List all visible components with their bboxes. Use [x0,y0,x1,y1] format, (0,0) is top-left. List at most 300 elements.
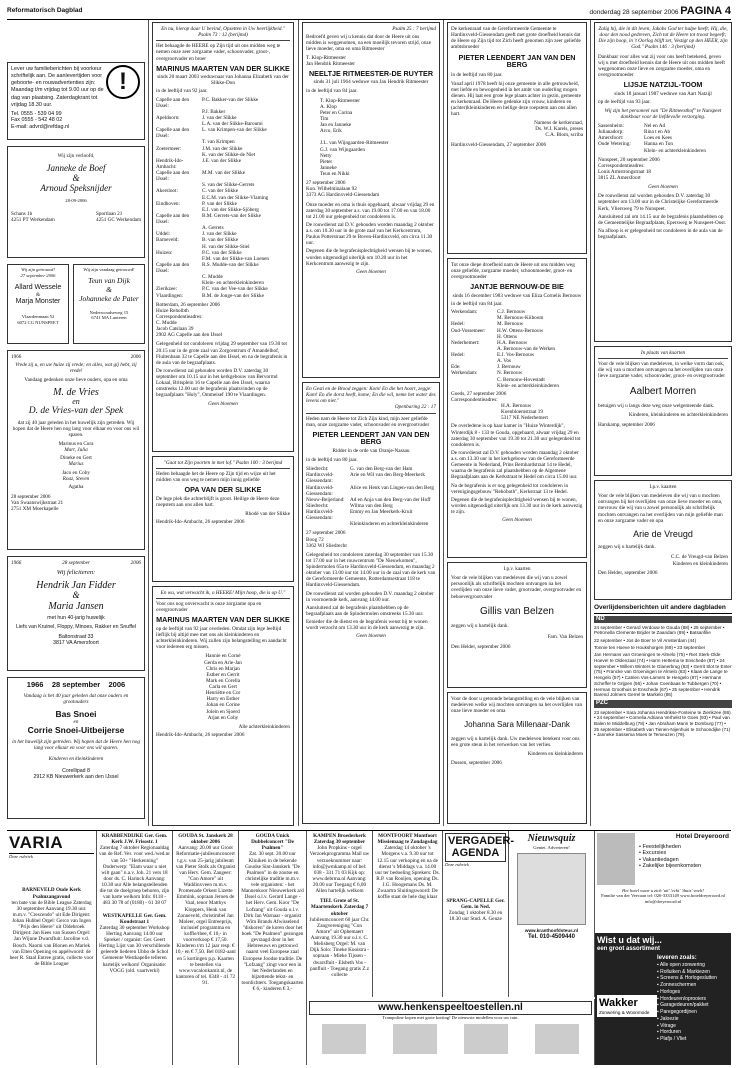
family-place: Hardinxveld-Giessendam: [306,509,334,522]
notice-age: in de leeftijd van 92 jaar. [156,88,208,95]
notice-name-2: Johanneke de Pater [79,294,139,304]
address-line: Correspondentieadres: [451,396,498,403]
deceased-name: MARINUS MAARTEN VAN DER SLIKKE [156,63,290,73]
family-name: J. van der Slikke [202,231,237,238]
notice-place: Hendrik-Ido-Ambacht, 26 september 2006 [156,519,245,526]
wakker-item: ▪ Horloges [657,988,681,995]
notice-sign: C.C. de Vreugd-van Belzen [670,554,728,561]
ad-heading: KRABBENDIJKE Ger. Gem. Kerk J.W. Frisostr. 1 [101,833,168,846]
notice-body-2: in het huwelijk zijn getreden. Wij hopen dat de Heere hen nog lang voor elkaar en voor ons wil sparen. [12,739,140,752]
notice-body: dat zij 40 jaar geleden in het huwelijk zijn getreden. Wij hopen dat de Heere hen nog lang voor elkaar en voor ons wil sparen. [12,419,140,438]
ad-body: Zat. 30 sept. 20.00 uur Kliniken in de bekende Goudse Sint-Janskerk "De Psalmen" in de zoutse en christelijke traditie m.m.v. vele organisten: - het Mannenkoor Nieuwerkerk a/d IJssel o.l.v. Gerard Lange - het Herv. Gem. Koor "De Lofzang" uit Gouda o.l.v. Dirk Jan Warnaar - organist Wim Brands Afwisselend "diskoren" de koren door het boek "De Psalmen" gezongen gevraagd door in het Hebreeuws en getrouwd naarst veel Europese zaal Europese Joodse traditie. De "Lofzang" zingt voor een in het Nederlanden en bijzettende tekst- en toonlichters. Toegangskaarten € 6,- kinderen € 3,- [241,851,304,993]
obituary-natzijl [594,22,732,342]
thanks-millenaar [447,692,587,824]
deceased-name: PIETER LEENDERT JAN VAN DEN BERG [312,429,430,447]
family-name: H.W. Ottens-Bernouw [497,327,544,334]
family-name: J.E. van der Slikke [202,157,242,164]
address-line: Boog 72 [306,536,324,543]
notice-intro: Wij feliciteren: [56,569,96,577]
column-rule [443,20,444,826]
notice-body: Heden nam de Heere tot Zich Zijn kind, mijn zeer geliefde man, onze zorgzame vader, schoonvader en overgrootvader [306,415,430,428]
notice-body: De kerkenraad van de Gereformeerde Gemeente te Hardinxveld-Giessendam geeft met grote droefheid kennis dat de Heere op Zijn tijd tot Zich heeft genomen zijn zeer geliefde ambtsbroeder [451,26,581,51]
notice-body-2: De rouwdienst zal worden gehouden D.V. zaterdag 30 september om 13.00 uur in de Christelijke Gereformeerde Kerk, Vliersweg 79 te Nunspeet. [598,193,719,212]
obituary-slikke-opa [152,456,294,582]
address-line: Van Swaanswijkstraat 21 [11,500,64,507]
family-row [306,472,436,484]
family-name: Emmy en Jan Meerkerk-Kruit [350,509,413,515]
thanks-devreugd [594,480,732,600]
notice-amp: & [106,285,112,295]
notice-place: Rotterdam, 26 september 2006 [156,301,220,308]
family-place: Amersfoort: [598,135,624,142]
notice-body: Dankbaar voor alles wat zij voor ons heeft betekend, geven wij u met droefheid kennis dat de Heere uit ons midden heeft weggenomen onze lieve en zorgzame moeder, oma en overgrootmoeder [598,53,725,78]
notice-body: Vandaag is het 40 jaar geleden dat onze ouders en grootouders [23,692,129,705]
grandchild-line: Mark en Corella [206,677,240,684]
grandchild-line: Harry en Esther [206,696,240,703]
address-line: 2902 AG Capelle aan den IJssel [156,332,223,339]
notice-name-1: Janneke de Boef [46,163,106,174]
notice-amp: & [35,292,41,299]
family-name: S. van der Slikke-Gerrets [202,182,255,189]
family-line: T. Klop-Ritmeester [320,97,360,104]
family-name: R.S. Mudde-van der Slikke [202,261,259,268]
notice-kids: Marinus en Cora Mart, Julia Dineke en Gert Marius Jaco en Coby Roaz, Steven Agatha [58,441,94,490]
notice-body-2: op de leeftijd van 92 jaar overleden. Omdat zijn lege leeftijd lieflijk bij altijd mee met ons als kleinkinderen en achterkleinkinderen. Wij zullen zijn belangstelling en aandacht voor iedereen erg missen. [156,625,287,651]
notice-date: 28 september 2006 [11,493,51,500]
ad-body: Zaterdag 7 oktober Regionaaldag van de Ref. Ver. voor wed./wed.nr van 50+ "Herkenning" Onderwerp: "Elam waar u niet wilt gaan" n.a.v. Joh. 21 vers 18 door ds. C. Harinck Aanvang: 10.30 uur Alle belangstellenden die tot de doelgroep behoren, zijn van harte welkom Info: 0118 - 483 30 78 of (0180) - 61 38 07 [99,845,170,907]
notice-verse: "Gaat tot Zijn poorten in met lof." Psalm 100 : 3 berijmd [163,460,283,466]
notice-body-4: Aansluitend zal de begrafenis plaatshebben op de begraafplaats aan de Spindermolen omstreeks 15.30 uur. [306,604,424,617]
family-name: E.J. Vos-Bernouw [497,352,535,359]
obituary-entry: Tonnie ten Hoeve te Houkshorgen (69) • 23 september [594,644,706,650]
family-list [156,97,290,299]
hotel-tag: Het hotel waar u zich 'uit' 'echt' 'thuis' voelt! [622,888,704,893]
engagement-notice [7,146,145,258]
family-row [156,293,290,299]
varia-title: VARIA [9,833,64,852]
ad-heading: TIEL Grote of St. Maartenskerk Zaterdag 7 oktober [310,898,369,917]
ad-heading: GOUDA St. Janskerk 28 oktober 2006 [178,833,233,846]
family-name: P.C. Bakker-van der Slikke [202,96,259,103]
family-name: M. Bernouw [497,321,524,328]
notice-title: I.p.v. kaarten [649,484,677,490]
family-row [306,521,436,527]
obituary-entry: 22 september • Jos de Boer te Vil Amsterdam (44) [594,637,697,643]
deceased-name: Aalbert Morren [629,385,697,397]
address-line: Huize Reholbth [156,307,189,314]
notice-body: Voor de vele blijken van medeleven, in welke vorm dan ook, die wij van u mochten ontvangen na het overlijden van onze lieve zorgzame vader, schoonvader, groot- en overgrootvader [598,361,726,380]
agenda-title: VERGADER-AGENDA [445,833,506,862]
notice-amp: & [72,589,80,600]
notice-name-1: M. de Vries [53,386,99,398]
notice-title: I.p.v. kaarten [503,566,531,572]
address-line: 3373 AG Hardinxveld-Giessendam [306,192,380,199]
notice-body-2: Onze moeder en oma is thuis opgebaard, alwaar vrijdag 29 en zaterdag 30 september a.s. van 19.00 tot 17.00 en van 18.00 tot 21.00 uur gelegenheid tot condoleren is. [306,201,435,220]
family-line: G.J. van Wijngaarden [320,146,365,153]
ad-body: Jubileumconcert 60 jaar Chr. Zangvereniging "Con Amore" uit Ophemaert Aanvang 19.30 uur o.l.v. C. Melisberg Orgel: M. van Dijk Solo: Tineke Kooistra - sopraan - Mieke Tijssen - dwarsfluit - Elsbeth Vos - panfluit - Toegang gratis Z.z collecte [309,916,370,978]
family-row [156,213,290,225]
notice-spouse: sinds 16 december 1983 weduwe van Eliza Cornelis Bernouw [452,292,582,299]
address-line: Schans 1b [11,211,33,218]
deceased-name: Johanna Sara Millenaar-Dank [464,720,570,730]
family-list [451,309,583,389]
column-rule [590,20,591,826]
address-line: Baltonstraat 33 [58,633,94,640]
family-name: A. Gerrets [202,225,224,232]
family-list [306,466,436,527]
address-line: Nederwoudseweg 15 [89,309,129,315]
address-line: H.A. Bernouw [501,403,532,410]
family-line: Netty [320,152,332,159]
family-place: Hedel: [451,321,465,328]
family-name: P. van der Slikke [202,200,237,207]
grandchild-line: Gerda en Arie-Jan [204,659,242,666]
family-place: Apeldoorn: [156,114,180,121]
wedding-notice-left [7,264,69,344]
ad-krabbendijke [97,831,173,1065]
family-name: M. Bernouw-Kiiboom [497,315,544,322]
family-place [451,383,497,389]
notice-age: in de leeftijd van 80 jaar. [451,71,503,78]
family-place: Sliedrecht: [306,466,329,473]
family-name: K. van der Slikke-de Niet [202,151,256,158]
address-line: Corellipad 8 [62,767,90,774]
family-list [306,98,436,178]
family-place: Hardinxveld-Giessendam: [306,484,334,497]
family-place: Ede: [451,364,461,371]
family-name: H. van der Slikke-Stiel [202,243,250,250]
notice-place: Den Helder, september 2006 [451,643,511,650]
notice-name-1: Teun van Dijk [88,276,130,286]
column-3 [302,22,440,828]
ad-heading: WESTKAPELLE Ger. Gem. Koudstraat 1 [102,912,167,925]
family-line: Tim [320,115,329,122]
ad-gouda-1 [173,831,239,1065]
notice-en: en [73,719,79,726]
notice-date: 28-09-2006 [65,197,87,203]
family-name: L.A. van der Slikke-Baroumi [202,121,263,128]
other-obituaries [594,604,732,814]
ad-vergaderagenda [443,831,515,997]
henken-sub: Trampoline kopen met grote korting! De nieuwste modellen voor uw tuin. [382,1014,519,1020]
notice-body: Heden behaagde het de Heere op Zijn tijd en wijze uit het midden van ons weg te nemen mijn innig geliefde [156,471,276,484]
ad-heading: MONTFOORT Montfoort Missiemaag te Zondagsdag [377,833,438,846]
notice-body-2: De overledene is op haar kamer in "Huize Winterdijk", Winterdijk 8 - 133 te Gouda, opgebaard, alwaar vrijdag 29 en zaterdag 30 september van 19.30 tot 21.30 uur gelegenheid tot condoleren is. [451,423,581,448]
notice-intro: Wij zijn verloofd, [57,153,95,159]
ad-henken [307,999,595,1065]
notice-name-2: Marja Monster [15,298,61,306]
exclamation-icon: ! [106,65,140,99]
ad-heading: GOUDA Unick Dubbelconcert "De Psalmen" [251,833,294,852]
family-name: Klein- en achterkleinkinderen [497,382,559,389]
notice-sign: Rhodé van der Slikke [245,511,290,518]
source-pzc: PZC [594,700,732,708]
family-row [306,509,436,521]
ad-body: Zaterdag 14 oktober 's Morgens v.a. 9.30 uur tot 12.15 uur verkoping en na de dienst 's Middags v.a. 14.00 uur ter bedoeling Sprekers: Ds. R.P. van Rooijen, opening Ds. J.G. Hoogemans Ds. M. Zwaartra Sluitingswoord: De koffie staat de hele dag klaar [375,845,440,901]
notice-name-1: Hendrik Jan Fidder [36,579,116,591]
info-tel: Tel. 0555 - 539 04 99 [11,110,62,117]
family-name: Alice en Henk van Lingen-van den Berg [350,484,435,491]
notice-name-2: D. de Vries-van der Spek [28,406,124,417]
family-name: M.M. van der Slikke [202,170,246,177]
notice-body-3: De rouwdienst zal worden gehouden D.V. maandag 2 oktober in voornoemde kerk, aanvang 14.00 uur. [306,590,434,603]
quiz-title: Nieuwsquiz [527,833,576,844]
family-place: Capelle aan den IJssel: [156,127,190,140]
notice-place: Den Helder, september 2006 [598,569,658,576]
product-image [393,1024,437,1054]
address-line: 2912 KB Nieuwerkerk aan den IJssel [33,773,119,780]
family-name: Wilma van den Berg [350,502,393,509]
notice-body: Bedroefd geven wij u kennis dat door de Heere uit ons midden is weggenomen, na een moeilijk tevoren strijd, onze lieve moeder, oma en oma Ritmeester [306,34,432,53]
notice-sign: Kinderen en kleinkinderen [527,751,583,758]
hotel-title: Hotel Dreyeroord [675,833,729,840]
notice-name-2: Arnoud Speksnijder [40,182,112,193]
notice-sign: Fam. Van Belzen [547,633,583,640]
notice-place: 27 september 2006 [306,530,346,537]
wakker-item: ▪ Zonneschermen [657,982,697,989]
address-line: 3817 VA Amersfoort [53,640,99,647]
notice-en: en [72,396,80,406]
address-line: 4251 GC Werkendam [95,217,141,224]
notice-place: Harskamp, september 2006 [598,421,655,428]
family-line: J.L. van Wijngaarden-Ritmeester [320,140,389,147]
notice-sign: Kinderen, kleinkinderen en achterkleinkinderen [628,412,728,419]
family-place: Hardinxveld-Giessendam: [306,472,334,485]
notice-intro: Wij zijn vandaag getrouwd! [83,267,135,272]
ad-gouda-2 [239,831,307,1065]
ad-body: John Propkins - orgel Verzoekprogramma Mail uw verzoeknummer naar: info@jwmkamp.nl of bel: 038 - 331 71 03 Kijk op: www.debrma.nl Aanvang: 20.00 uur Toegang € 6,00 Allen hartelijk welkom [309,845,370,895]
family-name: C. van der Slikke [202,188,239,195]
family-name: G. van den Berg-van der Ham [350,466,413,473]
family-name: Rina t en Ab [644,129,671,136]
family-row [156,262,290,274]
family-name: P.C. van der Vee-van der Slikke [202,286,268,293]
notice-years: 1966 28 september 2006 [11,560,141,566]
masthead [7,4,731,20]
obituary-vandenberg [302,382,440,824]
source-nd: ND [594,616,732,623]
wedding-notices [7,264,145,344]
address-line: 6741 MA Lunteren [91,315,127,321]
family-list [598,123,728,154]
ad-strip [7,830,731,1065]
notice-place: 27 september 2006 [306,180,346,187]
grandchildren-list [156,653,290,720]
family-place: Capelle aan den IJssel: [156,212,190,226]
address-line: 6072 CG NUNSPEET [17,319,59,325]
address-line: Louis Armstrongstraat 18 [598,168,652,175]
notice-name-2: Corrie Snoei-Uitbeijerse [27,725,125,736]
wakker-item: ▪ Plafjs / Vliet [657,1036,687,1043]
grandchild-line: Esther en Gerrit [206,671,240,678]
notice-close: Geen bloemen [356,633,386,640]
family-row [306,485,436,497]
ad-heading: KAMPEN Broederkerk Zaterdag 30 september [313,833,366,846]
deceased-name: Arie de Vreugd [633,528,693,539]
notice-place: Dussen, september 2006 [451,760,502,767]
family-name: A. Bernouw-van de Werken [497,345,555,352]
obituary-entry: 24 september • Gerard Verdouw te Gouda (88) • 25 september • Petronella Clemente Brijder te Zaandam (89) • Batsanfilie [594,624,725,636]
family-line: Jan en Janneke [320,122,352,129]
address-line: Correspondentieadres: [598,162,645,169]
obituary-vandenberg-kerkenraad [447,22,587,254]
address-line: Vlaardenmaan 52 [21,314,55,320]
henken-url: www.henkenspeeltoestellen.nl [309,1001,592,1015]
notice-name-1: Bas Snoei [55,709,97,720]
family-line: Pieter [320,158,333,165]
hotel-item: • Vakantiedagen [639,856,679,863]
deceased-name: JANTJE BERNOUW-DE BIE [470,282,564,292]
notice-ref: Openbaring 22 : 17 [394,404,436,411]
notice-spouse: sinds 20 maart 2003 weduwnaar van Johanna Elizabeth van der Slikke-Don [157,74,289,87]
notice-body-4: Na afloop is er gelegenheid tot condoleren in de aula van de begraafplaats. [598,227,723,241]
notice-body-4: Degenen die de begrafenisplechtigheid wensen bij te wonen, worden uitgenodigd uiterlijk om 10.20 uur in het Kerkcentrum aanwezig te zijn. [306,248,432,267]
notice-body-3: Aansluitend zal om 14.15 uur de begrafenis plaatshebben op de Gemeentelijke Begraafplaats, Epersweg te Nunspeet-Oost. [598,213,727,226]
newspaper-name: Reformatorisch Dagblad [7,7,83,14]
notice-title: In plaats van kaarten [640,350,686,356]
family-place [598,148,644,154]
grandchild-line: Johan en Corine [206,702,240,709]
page-date: donderdag 28 september 2006 PAGINA 4 [589,5,731,17]
grandchild-line: Chris en Marjan [206,665,240,672]
anniversary-notice-devries [7,350,145,550]
notice-kids: Liefs van Kruinel, Floppy, Minoes, Rakker en Snuffel [15,623,137,630]
hotel-items [639,844,729,870]
notice-verse: En Gesti en de Brood zeggen: Kom! En die het hoort, zegge: Kom! En die dorst heeft, kome; En die wil, neme het water des levens om niet." [306,386,436,405]
address-line: 2751 XM Moerkapelle [11,506,59,513]
quiz-url: www.kranthoofdsteus.nl [524,928,579,934]
obituary-entry: Jan Hermans van Groeningen te Almelo (75) • Riet Sterk-Olde Hoeve! te Oldenzaal (74) • Harm Hettema te Enschede (87) • 24 september • Willem Winters te Glanerbrug (83) • Gerrit Slot te Enter (75) • Francke van Groeningen te Almelo (83) • Klaas de Lange te Hengelo (57) • Catrien Vos-Lamers te Hengelo (87) • Hermann Scheffer te Grijpen (56) • Johan Coenbaas te Tubbergen (70) • Herman Groothuis te Enschede (67) • 25 september • Hendrik Barend Jolmers Gerrel te Markelo (86) [594,652,732,698]
family-place: Sliedrecht: [306,502,329,509]
notice-close: Geen bloemen [208,400,238,407]
family-name: Ad en Anja van den Berg-van der Hoff [350,496,431,503]
notice-spouse: sinds 31 juli 1964 weduwe van Jan Hendrik Ritmeester [313,79,429,86]
notice-date: 27 september 2006 [20,273,56,279]
info-email: E-mail: advrd@refdag.nl [11,123,70,130]
obituary-bernouw [447,258,587,558]
info-fax: Fax 0555 - 542 48 02 [11,117,63,124]
obituary-slikke-grandchildren [152,586,294,826]
hotel-item: • Excursies [639,850,667,857]
family-line: T. Klop-Ritmeester [306,54,346,61]
family-name: A. Vos [497,358,511,365]
notice-age: in de leeftijd van 80 jaar. [306,457,358,463]
notice-amp: & [72,173,80,184]
notice-body: Tot onze diepe droefheid nam de Heere uit ons midden weg onze geliefde, zorgzame moeder, schoonmoeder, groot- en overgrootmoeder [451,262,575,281]
obituary-entries [594,625,732,738]
notice-intro: Wij zijn getrouwd! [21,267,55,272]
notice-place: Goeds, 27 september 2006 [451,390,507,397]
address-line: 3815 ZL Amersfoort [598,175,641,182]
family-name: Kleinkinderen en achterkleinkinderen [350,521,429,528]
notice-close: Geen bloemen [356,268,386,275]
family-place: Huizen: [156,249,173,256]
family-place: Nederhemert: [451,339,480,346]
notice-age: op de leeftijd van 93 jaar. [598,98,651,105]
hotel-addr: Familie van der Veecaan tel: 026-3333149 www.hoteldreyeroord.nl info@dreyeroord.nl [601,893,725,904]
notice-spouse: sinds 18 januari 1987 weduwe van Aart Natzijl [614,90,712,97]
notice-spouse: Ridder in de orde van Oranje-Nassau [332,447,410,454]
family-place: Nieuw-Beijerland: [306,496,345,503]
family-name: Klein- en achterkleinkinderen [202,280,264,287]
address-line: 5317 NE Nederhemert [501,415,548,422]
notice-kids: Kinderen en kleinkinderen [48,755,104,762]
family-name: C. Mudde [202,274,223,281]
notice-years: 1966 2006 [11,354,141,360]
deceased-name: Gillis van Belzen [480,605,554,617]
notice-verse-2: Wij zijn het personeel van "De Ritmeesthof" te Nunspeet dankbaar voor de liefdevolle verzorging. [604,107,722,120]
column-5 [594,22,732,828]
ad-varia [7,831,97,1065]
family-line: Janneke [320,164,337,171]
family-name: E.J. van der Slikke-Sjöberg [202,206,259,213]
family-line: Peter en Corina [320,109,353,116]
product-image [322,1024,366,1054]
section-title: Overlijdensberichten uit andere dagbladen [594,604,732,614]
obituary-ritmeester [302,22,440,378]
notice-name-2: Maria Jansen [48,600,104,612]
notice-line: met hun 40-jarig huwelijk [47,614,105,621]
product-image [464,1024,508,1054]
notice-body-2: Gelegenheid tot condoleren zaterdag 30 september van 15.30 tot 17.00 uur in het rouwcentrum "De Nieuwkomen", Spindermolen 65a te Hardinxveld-Giessendam, en maandag 2 oktober van 13.00 uur tot 14.00 uur in de zaal van de kerk van de Gereformeerde Gemeente, Rotterdamsestraat 118 te Hardinxveld-Giessendam. [306,551,436,589]
ad-heading: BARNEVELD Oude Kerk Psalmzangavond [22,887,81,900]
quiz-image [517,853,586,925]
wakker-item: ▪ Paregegordijnen [657,1009,697,1016]
wakker-item: ▪ Garagedeuren/pakket [657,1002,709,1009]
grandchild-line: Carla en Gert [209,684,237,691]
notice-title: 1966 28 september 2006 [26,680,126,689]
family-name: Loes en Kees [644,135,672,142]
column-rule [148,20,149,826]
deceased-name: MARINUS MAARTEN VAN DER SLIKKE [156,615,290,625]
notice-age: in de leeftijd van 84 jaar. [306,88,358,95]
ad-body: Zaterdag 30 september Workshop Herting Aanvang 14.00 uur Spreker / organist: Ger. Geert Herting Lijst van 30 verschillende geleerde liederen Ubbo de Schol Gemeente Westkapelle telleren hartelijk welkom! Organisatie: VOGG (old. vaartverkl) [99,924,170,974]
address-line: Kon. Wilhelminalaan 92 [306,186,357,193]
family-name: F.M. van der Slikke-van Loenen [202,255,270,262]
notice-body-2: zeggen wij u hartelijk dank. Uw medeleven betekent voor ons een grote steun in het verwerken van het verlies. [451,735,580,748]
wakker-item: ▪ Alle open zonwering [657,961,705,968]
family-place: Julianadorp: [598,129,624,136]
family-place: Oude Wetering: [598,141,631,148]
grandchild-line: Jolein en Sjoerd [206,708,240,715]
notice-name-1: Allard Wessele [14,283,62,291]
family-name: Hanna en Ton [644,141,673,148]
family-row [598,148,728,154]
family-name: L. van Krimpen-van der Slikke [202,127,267,134]
family-row [156,170,290,182]
notice-body: Voor de vele blijken van medeleven die wij van u zowel persoonlijk als schriftelijk mochten ontvangen na het overlijden van onze lieve vader, grootvader, overgrootvader en behoevergrootvader [451,575,582,600]
family-name: C.J. Bernouw [497,309,526,316]
wakker-item: ▪ Rolluiken & Markiezen [657,968,710,975]
notice-body-3: De rouwdienst zal D.V. gehouden worden maandag 2 oktober a.s. om 10.30 uur in de grote zaal van het Kerkcentrum, Paulus Potterstraat 29 te Boven-Hardinxveld, om circa 11.30 uur. [306,221,434,247]
anniversary-notice-fidder [7,556,145,671]
deceased-name: OPA VAN DER SLIKKE [184,485,262,495]
notice-close: Geen bloemen [502,517,532,524]
wakker-item: ▪ Jaloezie [657,1015,679,1022]
grandchild-line: Henriëtte en Cor [205,690,241,697]
notice-verse: Zalig hij, die in dit leven, Jakobs God ter hulpe heeft; Hij, die, door den nood gedreven, Zich tot de Heere tot troost begeeft; Die zijn hoop, in 't Oorlog blijft zet, Vestigt op den HEER, zijn God." Psalm 146 : 3 (berijmd) [598,26,728,51]
address-line: 4251 PT Werkendam [11,217,55,224]
family-place: Hendrik-Ido-Ambacht: [156,157,184,170]
family-place: Uddel: [156,231,171,238]
notice-place: Hardinxveld-Giessendam, 27 september 2006 [451,141,547,148]
family-name: J. van der Slikke [202,114,237,121]
family-place: Sassenheim: [598,123,624,130]
notice-verse: En nu, hierop daar U bevind, Opzetten in Uw heerlijkheid." Psalm 73 : 12 (berijmd) [161,26,285,39]
notice-age: in de leeftijd van 84 jaar. [451,301,503,308]
notice-place: Nunspeet, 20 september 2006 [598,156,660,163]
ad-montfoort [373,831,443,997]
